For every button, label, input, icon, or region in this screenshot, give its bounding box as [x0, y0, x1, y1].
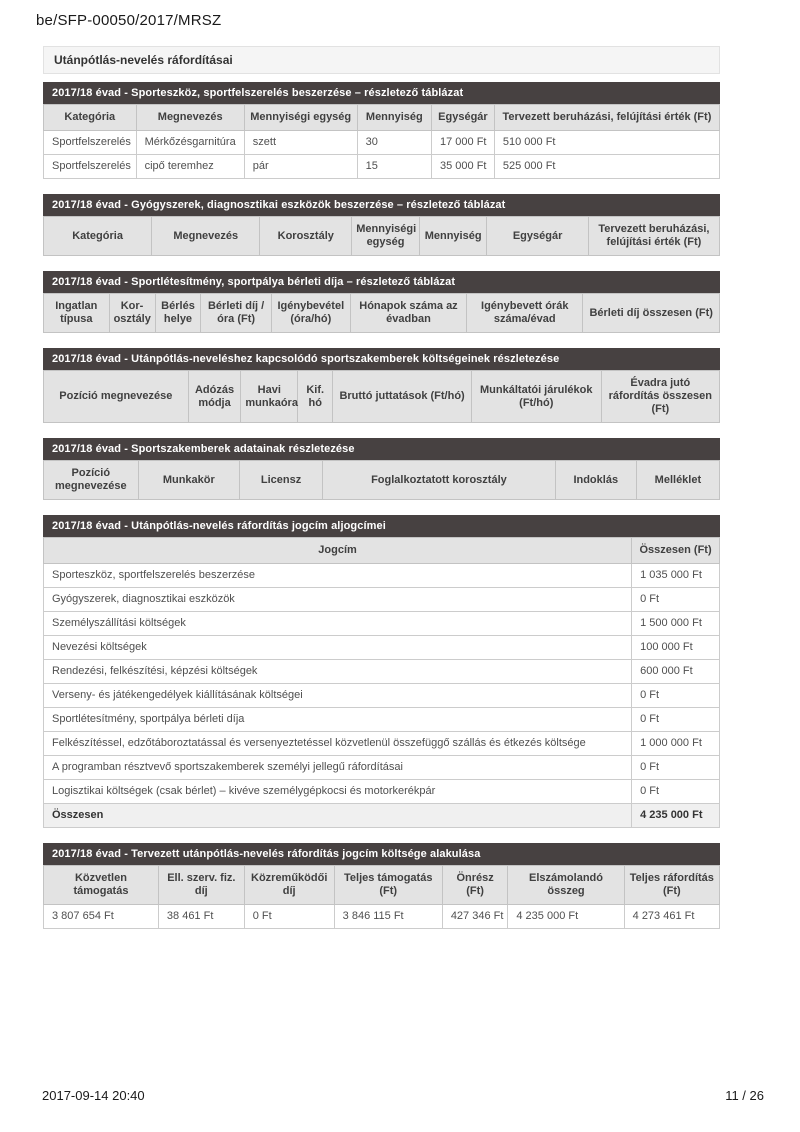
- table-cell: Logisztikai költségek (csak bérlet) – kivéve személygépkocsi és motorkerékpár: [44, 780, 632, 804]
- data-table: [43, 216, 720, 256]
- tables-container: [43, 82, 720, 929]
- header-row: [44, 461, 720, 500]
- table-cell: A programban résztvevő sportszakemberek személyi jellegű ráfordításai: [44, 756, 632, 780]
- column-header: Teljes ráfordítás (Ft): [624, 866, 719, 905]
- table-cell: Nevezési költségek: [44, 636, 632, 660]
- document-id: be/SFP-00050/2017/MRSZ: [36, 12, 222, 29]
- table-cell: 525 000 Ft: [494, 155, 719, 179]
- table-row: [44, 660, 720, 684]
- table-cell: 0 Ft: [632, 780, 720, 804]
- table-cell: 4 235 000 Ft: [508, 905, 624, 929]
- column-header: Tervezett beruházási, felújítási érték (Ft): [588, 217, 719, 256]
- table-cell: 15: [357, 155, 431, 179]
- table-cell: 600 000 Ft: [632, 660, 720, 684]
- table-cell: Felkészítéssel, edzőtáboroztatással és versenyeztetéssel közvetlenül összefüggő szállás és étkezés költsége: [44, 732, 632, 756]
- table-cell: 3 846 115 Ft: [334, 905, 442, 929]
- table-cell: Sportfelszerelés: [44, 155, 137, 179]
- column-header: Munkakör: [138, 461, 239, 500]
- column-header: Közreműködői díj: [244, 866, 334, 905]
- column-header: Kategória: [44, 217, 152, 256]
- table-cell: 3 807 654 Ft: [44, 905, 159, 929]
- table-cell: Gyógyszerek, diagnosztikai eszközök: [44, 588, 632, 612]
- data-table: [43, 537, 720, 828]
- table-title-bar: 2017/18 évad - Sportszakemberek adatainak részletezése: [43, 438, 720, 460]
- column-header: Évadra jutó ráfordítás összesen (Ft): [601, 371, 719, 423]
- table-section: [43, 843, 720, 929]
- table-row: [44, 131, 720, 155]
- header-row: [44, 105, 720, 131]
- column-header: Közvetlen támogatás: [44, 866, 159, 905]
- column-header: Korosztály: [260, 217, 352, 256]
- column-header: Indoklás: [555, 461, 636, 500]
- header-row: [44, 538, 720, 564]
- column-header: Adózás módja: [188, 371, 241, 423]
- table-row: [44, 756, 720, 780]
- column-header: Foglalkoztatott korosztály: [323, 461, 556, 500]
- table-cell: 1 035 000 Ft: [632, 564, 720, 588]
- column-header: Licensz: [240, 461, 323, 500]
- table-cell: 35 000 Ft: [432, 155, 495, 179]
- column-header: Igénybevett órák száma/évad: [467, 294, 583, 333]
- table-cell: 17 000 Ft: [432, 131, 495, 155]
- table-cell: 38 461 Ft: [158, 905, 244, 929]
- table-row: [44, 905, 720, 929]
- table-cell: 0 Ft: [632, 684, 720, 708]
- column-header: Havi munkaóra: [241, 371, 298, 423]
- column-header: Összesen (Ft): [632, 538, 720, 564]
- column-header: Ingatlan típusa: [44, 294, 110, 333]
- table-cell: 1 500 000 Ft: [632, 612, 720, 636]
- table-row: [44, 780, 720, 804]
- table-cell: 0 Ft: [632, 708, 720, 732]
- table-title-bar: 2017/18 évad - Tervezett utánpótlás-nevelés ráfordítás jogcím költsége alakulása: [43, 843, 720, 865]
- table-cell: 0 Ft: [632, 588, 720, 612]
- table-row: [44, 155, 720, 179]
- table-cell: 0 Ft: [632, 756, 720, 780]
- table-section: [43, 515, 720, 828]
- table-cell: Sportfelszerelés: [44, 131, 137, 155]
- header-row: [44, 371, 720, 423]
- table-section: [43, 271, 720, 333]
- column-header: Melléklet: [636, 461, 719, 500]
- column-header: Pozíció megnevezése: [44, 461, 139, 500]
- column-header: Teljes támogatás (Ft): [334, 866, 442, 905]
- column-header: Tervezett beruházási, felújítási érték (Ft): [494, 105, 719, 131]
- column-header: Bérleti díj / óra (Ft): [201, 294, 271, 333]
- table-section: [43, 194, 720, 256]
- table-cell: 30: [357, 131, 431, 155]
- table-cell: Összesen: [44, 804, 632, 828]
- column-header: Hónapok száma az évadban: [350, 294, 466, 333]
- data-table: [43, 370, 720, 423]
- table-row: [44, 612, 720, 636]
- table-title-bar: 2017/18 évad - Sporteszköz, sportfelszerelés beszerzése – részletező táblázat: [43, 82, 720, 104]
- table-cell: cipő teremhez: [136, 155, 244, 179]
- column-header: Megnevezés: [152, 217, 260, 256]
- header-row: [44, 217, 720, 256]
- table-cell: Mérkőzésgarnitúra: [136, 131, 244, 155]
- table-cell: pár: [244, 155, 357, 179]
- column-header: Önrész (Ft): [442, 866, 508, 905]
- table-row: [44, 708, 720, 732]
- column-header: Egységár: [432, 105, 495, 131]
- table-cell: Sporteszköz, sportfelszerelés beszerzése: [44, 564, 632, 588]
- table-section: [43, 438, 720, 500]
- table-title-bar: 2017/18 évad - Utánpótlás-neveléshez kapcsolódó sportszakemberek költségeinek részletezése: [43, 348, 720, 370]
- table-section: [43, 348, 720, 423]
- data-table: [43, 865, 720, 929]
- table-cell: Verseny- és játékengedélyek kiállításának költségei: [44, 684, 632, 708]
- table-cell: 100 000 Ft: [632, 636, 720, 660]
- column-header: Bérleti díj összesen (Ft): [583, 294, 720, 333]
- column-header: Igénybevétel (óra/hó): [271, 294, 350, 333]
- table-row: [44, 564, 720, 588]
- column-header: Mennyiségi egység: [352, 217, 420, 256]
- column-header: Elszámolandó összeg: [508, 866, 624, 905]
- data-table: [43, 104, 720, 179]
- table-cell: Rendezési, felkészítési, képzési költségek: [44, 660, 632, 684]
- column-header: Bruttó juttatások (Ft/hó): [333, 371, 472, 423]
- footer-timestamp: 2017-09-14 20:40: [42, 1088, 145, 1103]
- document-page: [43, 46, 720, 944]
- table-cell: szett: [244, 131, 357, 155]
- column-header: Kor- osztály: [109, 294, 155, 333]
- table-cell: 0 Ft: [244, 905, 334, 929]
- column-header: Bérlés helye: [155, 294, 201, 333]
- page-footer: [42, 1088, 764, 1103]
- total-row: [44, 804, 720, 828]
- table-row: [44, 636, 720, 660]
- table-row: [44, 684, 720, 708]
- table-title-bar: 2017/18 évad - Sportlétesítmény, sportpálya bérleti díja – részletező táblázat: [43, 271, 720, 293]
- footer-page-number: 11 / 26: [725, 1088, 764, 1103]
- table-cell: 427 346 Ft: [442, 905, 508, 929]
- column-header: Mennyiségi egység: [244, 105, 357, 131]
- column-header: Kif. hó: [298, 371, 333, 423]
- column-header: Megnevezés: [136, 105, 244, 131]
- table-title-bar: 2017/18 évad - Utánpótlás-nevelés ráfordítás jogcím aljogcímei: [43, 515, 720, 537]
- column-header: Kategória: [44, 105, 137, 131]
- column-header: Jogcím: [44, 538, 632, 564]
- table-cell: 4 273 461 Ft: [624, 905, 719, 929]
- data-table: [43, 293, 720, 333]
- column-header: Mennyiség: [357, 105, 431, 131]
- table-cell: 4 235 000 Ft: [632, 804, 720, 828]
- table-section: [43, 82, 720, 179]
- column-header: Mennyiség: [419, 217, 487, 256]
- table-cell: 510 000 Ft: [494, 131, 719, 155]
- table-title-bar: 2017/18 évad - Gyógyszerek, diagnosztikai eszközök beszerzése – részletező táblázat: [43, 194, 720, 216]
- section-header: Utánpótlás-nevelés ráfordításai: [43, 46, 720, 74]
- table-row: [44, 732, 720, 756]
- table-row: [44, 588, 720, 612]
- table-cell: 1 000 000 Ft: [632, 732, 720, 756]
- table-cell: Személyszállítási költségek: [44, 612, 632, 636]
- table-cell: Sportlétesítmény, sportpálya bérleti díja: [44, 708, 632, 732]
- header-row: [44, 866, 720, 905]
- column-header: Egységár: [487, 217, 588, 256]
- data-table: [43, 460, 720, 500]
- header-row: [44, 294, 720, 333]
- column-header: Munkáltatói járulékok (Ft/hó): [471, 371, 601, 423]
- column-header: Pozíció megnevezése: [44, 371, 189, 423]
- column-header: Ell. szerv. fiz. díj: [158, 866, 244, 905]
